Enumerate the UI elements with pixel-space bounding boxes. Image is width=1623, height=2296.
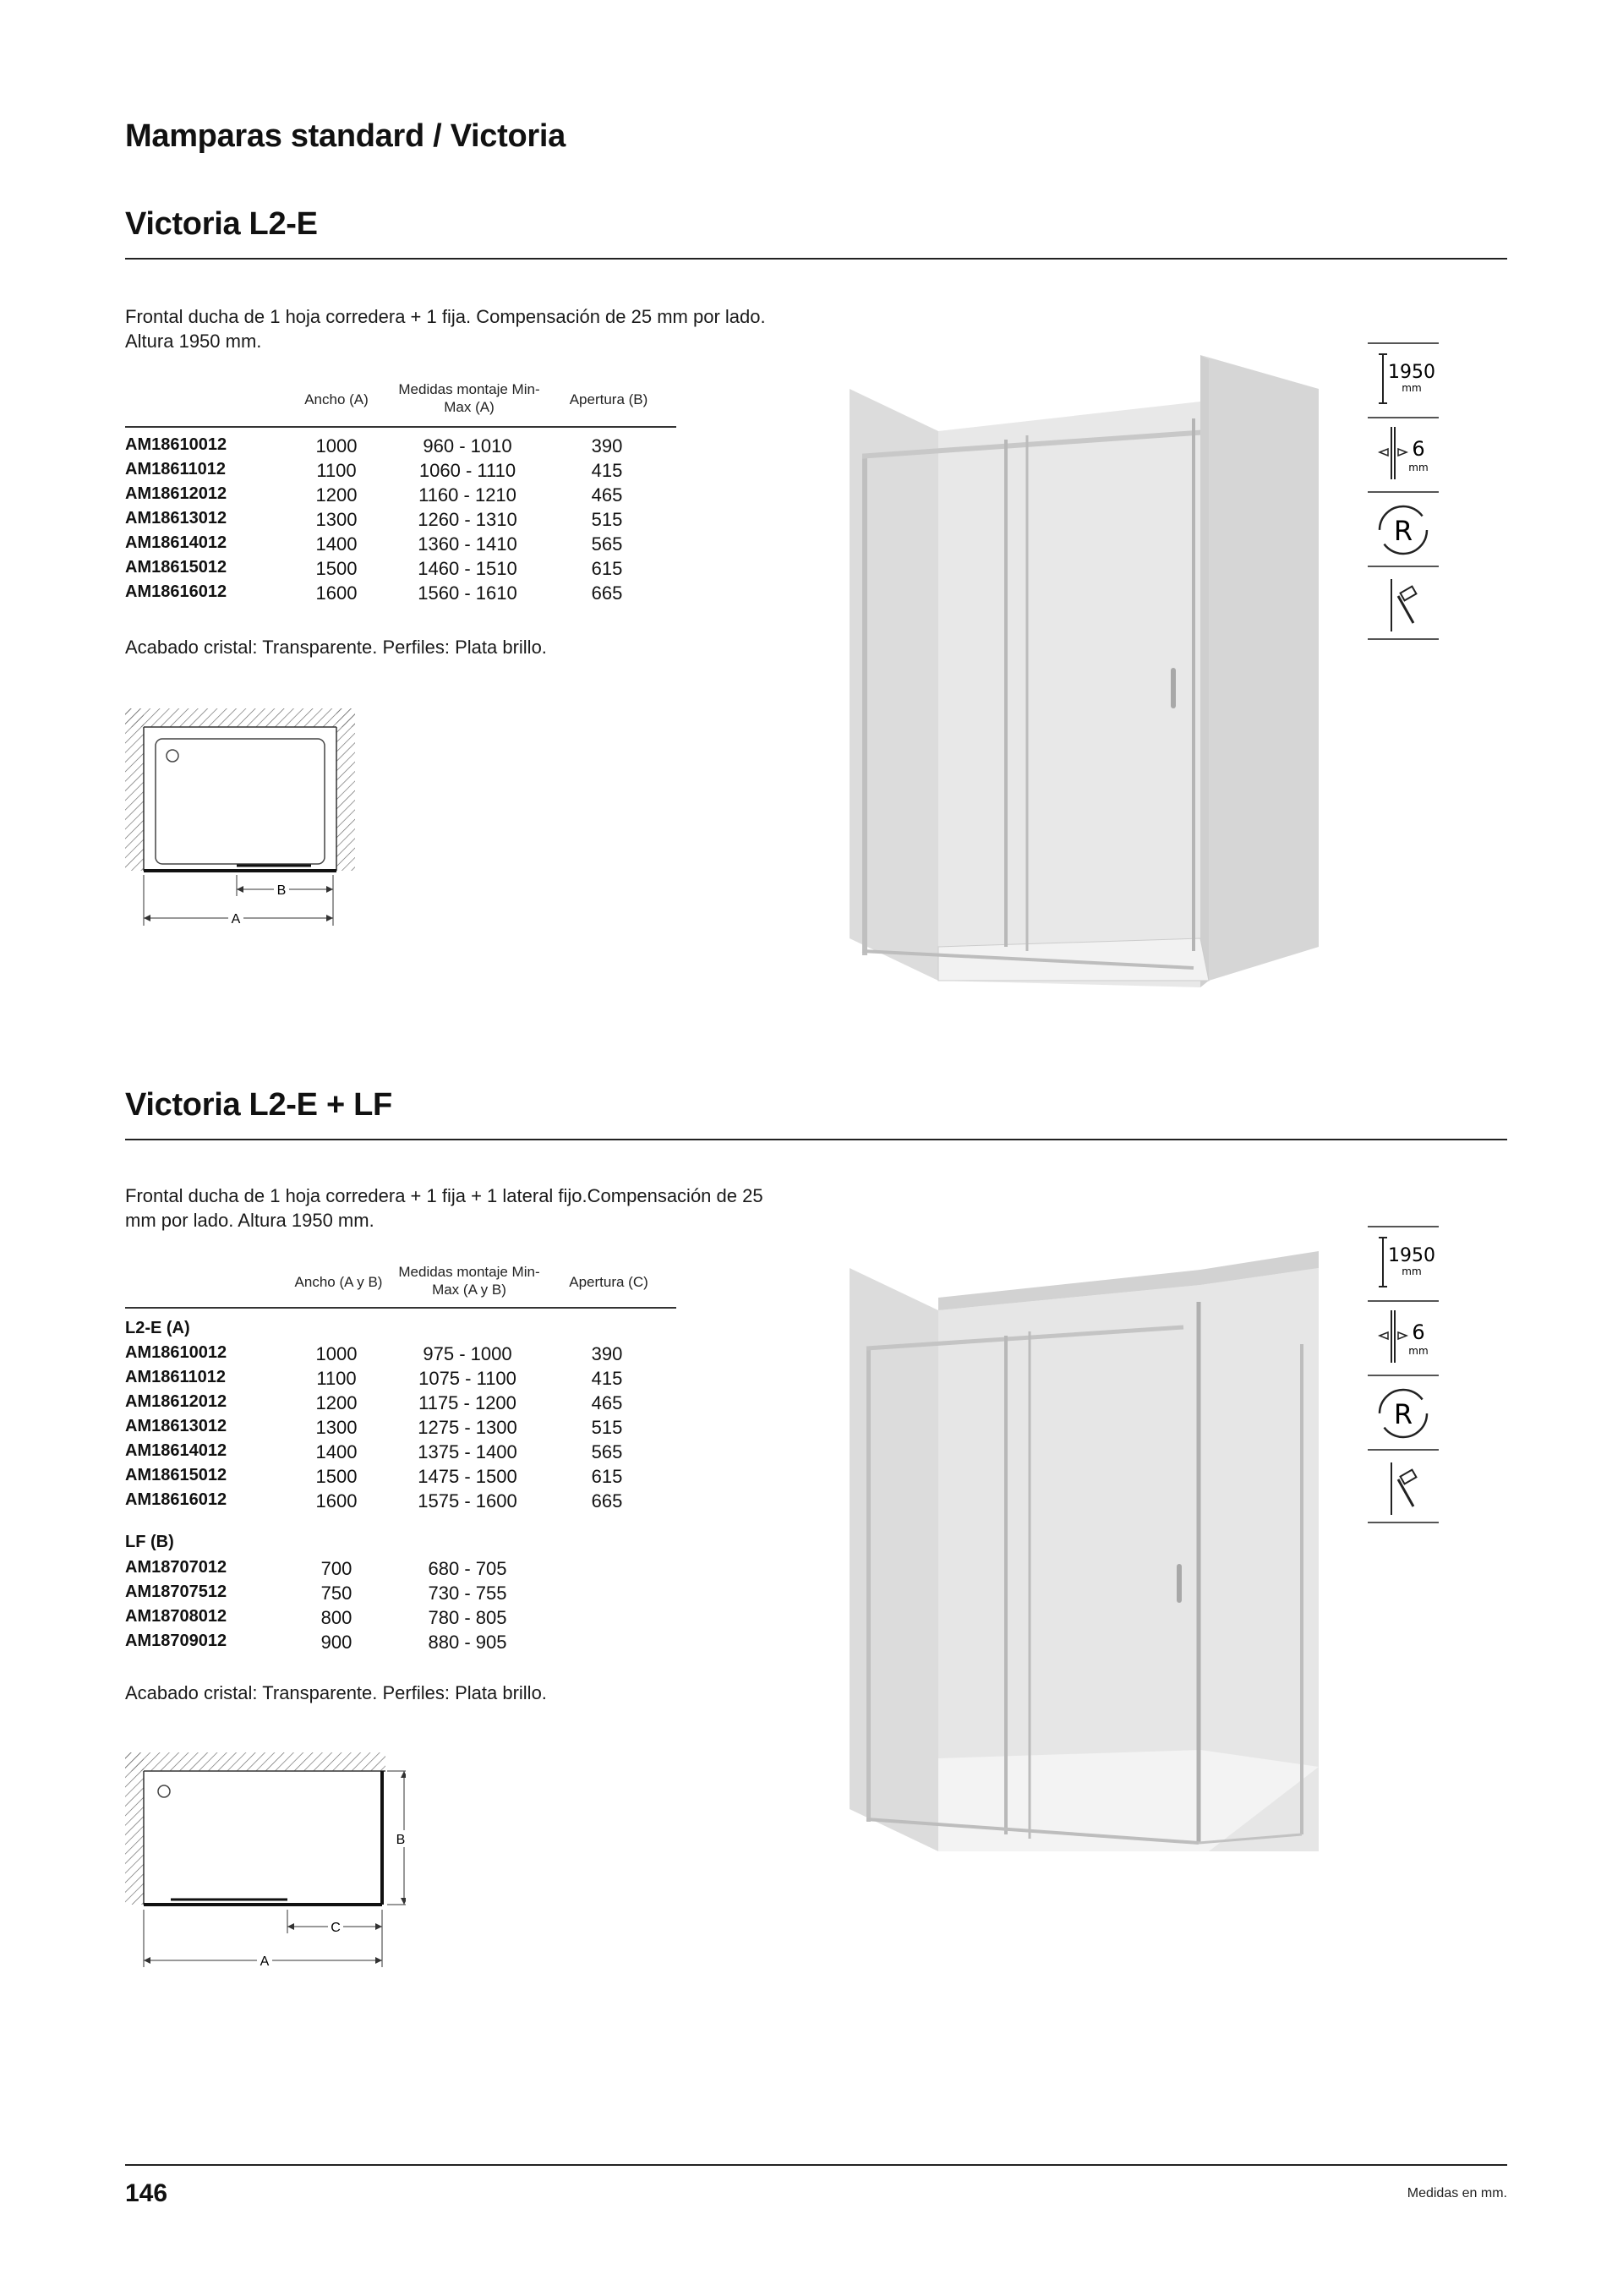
height-icon (1368, 342, 1439, 417)
col-header-apertura: Apertura (B) (569, 391, 648, 407)
ancho-value: 1300 (315, 1417, 358, 1438)
table-row (125, 1417, 683, 1441)
apertura-value: 565 (591, 533, 623, 555)
dimension-label-a: A (231, 912, 241, 927)
apertura-value: 390 (591, 435, 623, 456)
table-header-rule (125, 1307, 676, 1309)
ancho-value: 1200 (315, 484, 358, 506)
ancho-value: 1000 (315, 1343, 358, 1364)
apertura-value: 465 (591, 484, 623, 506)
product-code: AM18707012 (125, 1558, 227, 1577)
product-code: AM18708012 (125, 1607, 227, 1626)
install-tool-icon (1368, 566, 1439, 640)
product-code: AM18614012 (125, 533, 227, 552)
ancho-value: 800 (320, 1607, 352, 1628)
product-code: AM18709012 (125, 1632, 227, 1650)
product-description: Frontal ducha de 1 hoja corredera + 1 fija. Compensación de 25 mm por lado. Altura 1950 mm. (125, 306, 766, 352)
apertura-value: 665 (591, 1490, 623, 1512)
product-photo-l2e (845, 355, 1336, 998)
section-title-l2e: Victoria L2-E (125, 206, 318, 242)
medidas-value: 1560 - 1610 (418, 582, 517, 604)
finish-note: Acabado cristal: Transparente. Perfiles: Plata brillo. (125, 637, 547, 658)
svg-text:mm: mm (1408, 1345, 1429, 1357)
product-code: AM18611012 (125, 1368, 226, 1386)
medidas-value: 1460 - 1510 (418, 558, 517, 579)
apertura-value: 615 (591, 1466, 623, 1487)
medidas-value: 1175 - 1200 (418, 1392, 516, 1413)
dimension-label-a: A (260, 1954, 270, 1969)
product-code: AM18614012 (125, 1441, 227, 1460)
product-code: AM18616012 (125, 582, 227, 601)
page-title: Mamparas standard / Victoria (125, 118, 566, 154)
ancho-value: 1000 (315, 435, 358, 456)
medidas-value: 1360 - 1410 (418, 533, 517, 555)
medidas-value: 780 - 805 (428, 1607, 507, 1628)
apertura-value: 465 (591, 1392, 623, 1413)
table-row (125, 1392, 683, 1417)
product-code: AM18610012 (125, 435, 227, 454)
apertura-value: 515 (591, 1417, 623, 1438)
floor-plan-diagram-l2e-lf (118, 1746, 406, 1970)
footnote: Medidas en mm. (1407, 2186, 1507, 2200)
product-code: AM18611012 (125, 460, 226, 478)
table-row (125, 509, 683, 533)
medidas-value: 1260 - 1310 (418, 509, 517, 530)
apertura-value: 415 (591, 460, 623, 481)
table-row (125, 435, 683, 460)
table-row (125, 1607, 683, 1632)
reversible-icon (1368, 1375, 1439, 1449)
svg-text:1950: 1950 (1388, 1245, 1435, 1266)
section-divider (125, 1139, 1507, 1140)
apertura-value: 390 (591, 1343, 623, 1364)
medidas-value: 1475 - 1500 (418, 1466, 517, 1487)
group-label-lf: LF (B) (125, 1533, 174, 1551)
medidas-value: 730 - 755 (428, 1583, 507, 1604)
product-code: AM18616012 (125, 1490, 227, 1509)
col-header-ancho: Ancho (A) (304, 391, 369, 407)
install-tool-icon (1368, 1449, 1439, 1523)
table-row (125, 1632, 683, 1656)
col-header-ancho: Ancho (A y B) (294, 1274, 383, 1290)
dimension-label-c: C (331, 1921, 341, 1935)
col-header-apertura: Apertura (C) (569, 1274, 648, 1290)
finish-note: Acabado cristal: Transparente. Perfiles: Plata brillo. (125, 1682, 547, 1703)
medidas-value: 1375 - 1400 (418, 1441, 517, 1462)
height-icon (1368, 1226, 1439, 1300)
section-title-l2e-lf: Victoria L2-E + LF (125, 1087, 392, 1123)
product-code: AM18612012 (125, 484, 227, 503)
ancho-value: 1100 (316, 1368, 357, 1389)
apertura-value: 565 (591, 1441, 623, 1462)
medidas-value: 1060 - 1110 (418, 460, 516, 481)
ancho-value: 900 (320, 1632, 352, 1653)
svg-text:1950: 1950 (1388, 362, 1435, 383)
table-row (125, 533, 683, 558)
ancho-value: 1600 (315, 1490, 358, 1512)
ancho-value: 1500 (315, 1466, 358, 1487)
table-row (125, 1441, 683, 1466)
medidas-value: 1575 - 1600 (418, 1490, 517, 1512)
svg-text:R: R (1393, 1398, 1413, 1430)
svg-text:6: 6 (1412, 1320, 1425, 1344)
svg-text:mm: mm (1408, 462, 1429, 473)
medidas-value: 1075 - 1100 (418, 1368, 516, 1389)
product-code: AM18707512 (125, 1583, 227, 1601)
medidas-value: 960 - 1010 (423, 435, 512, 456)
section-divider (125, 258, 1507, 260)
ancho-value: 1300 (315, 509, 358, 530)
ancho-value: 700 (320, 1558, 352, 1579)
page-number: 146 (125, 2179, 168, 2207)
medidas-value: 975 - 1000 (423, 1343, 512, 1364)
dimension-label-b: B (396, 1833, 406, 1847)
ancho-value: 1200 (315, 1392, 358, 1413)
product-code: AM18615012 (125, 1466, 227, 1484)
dimension-label-b: B (276, 883, 287, 898)
apertura-value: 515 (591, 509, 623, 530)
product-photo-l2e-lf (845, 1251, 1336, 1860)
product-code: AM18613012 (125, 1417, 227, 1435)
medidas-value: 680 - 705 (428, 1558, 507, 1579)
ancho-value: 1500 (315, 558, 358, 579)
product-code: AM18610012 (125, 1343, 227, 1362)
col-header-medidas: Medidas montaje Min-Max (A y B) (398, 1264, 540, 1298)
table-row (125, 1368, 683, 1392)
glass-thickness-icon (1368, 417, 1439, 491)
table-row (125, 1583, 683, 1607)
ancho-value: 1600 (315, 582, 358, 604)
medidas-value: 1275 - 1300 (418, 1417, 517, 1438)
product-description: Frontal ducha de 1 hoja corredera + 1 fija + 1 lateral fijo.Compensación de 25 mm por lado. Altura 1950 mm. (125, 1185, 763, 1231)
table-row (125, 460, 683, 484)
table-header-rule (125, 426, 676, 428)
reversible-icon (1368, 491, 1439, 566)
feature-icons-l2e-lf (1368, 1226, 1439, 1525)
svg-text:6: 6 (1412, 437, 1425, 461)
footer-rule (125, 2164, 1507, 2166)
ancho-value: 1400 (315, 533, 358, 555)
svg-text:mm: mm (1402, 382, 1422, 394)
floor-plan-diagram-l2e (118, 702, 363, 930)
col-header-medidas: Medidas montaje Min-Max (A) (398, 381, 540, 415)
ancho-value: 750 (320, 1583, 352, 1604)
apertura-value: 615 (591, 558, 623, 579)
table-row (125, 1466, 683, 1490)
ancho-value: 1100 (316, 460, 357, 481)
product-code: AM18613012 (125, 509, 227, 528)
svg-text:R: R (1393, 515, 1413, 547)
table-row (125, 1343, 683, 1368)
feature-icons-l2e (1368, 342, 1439, 642)
medidas-value: 880 - 905 (428, 1632, 507, 1653)
product-code: AM18615012 (125, 558, 227, 577)
table-row (125, 582, 683, 607)
table-row (125, 558, 683, 582)
glass-thickness-icon (1368, 1300, 1439, 1375)
apertura-value: 415 (591, 1368, 623, 1389)
table-row (125, 484, 683, 509)
group-label-l2e: L2-E (A) (125, 1319, 190, 1337)
table-row (125, 1558, 683, 1583)
product-code: AM18612012 (125, 1392, 227, 1411)
apertura-value: 665 (591, 582, 623, 604)
medidas-value: 1160 - 1210 (418, 484, 516, 506)
table-row (125, 1490, 683, 1515)
svg-text:mm: mm (1402, 1266, 1422, 1277)
ancho-value: 1400 (315, 1441, 358, 1462)
